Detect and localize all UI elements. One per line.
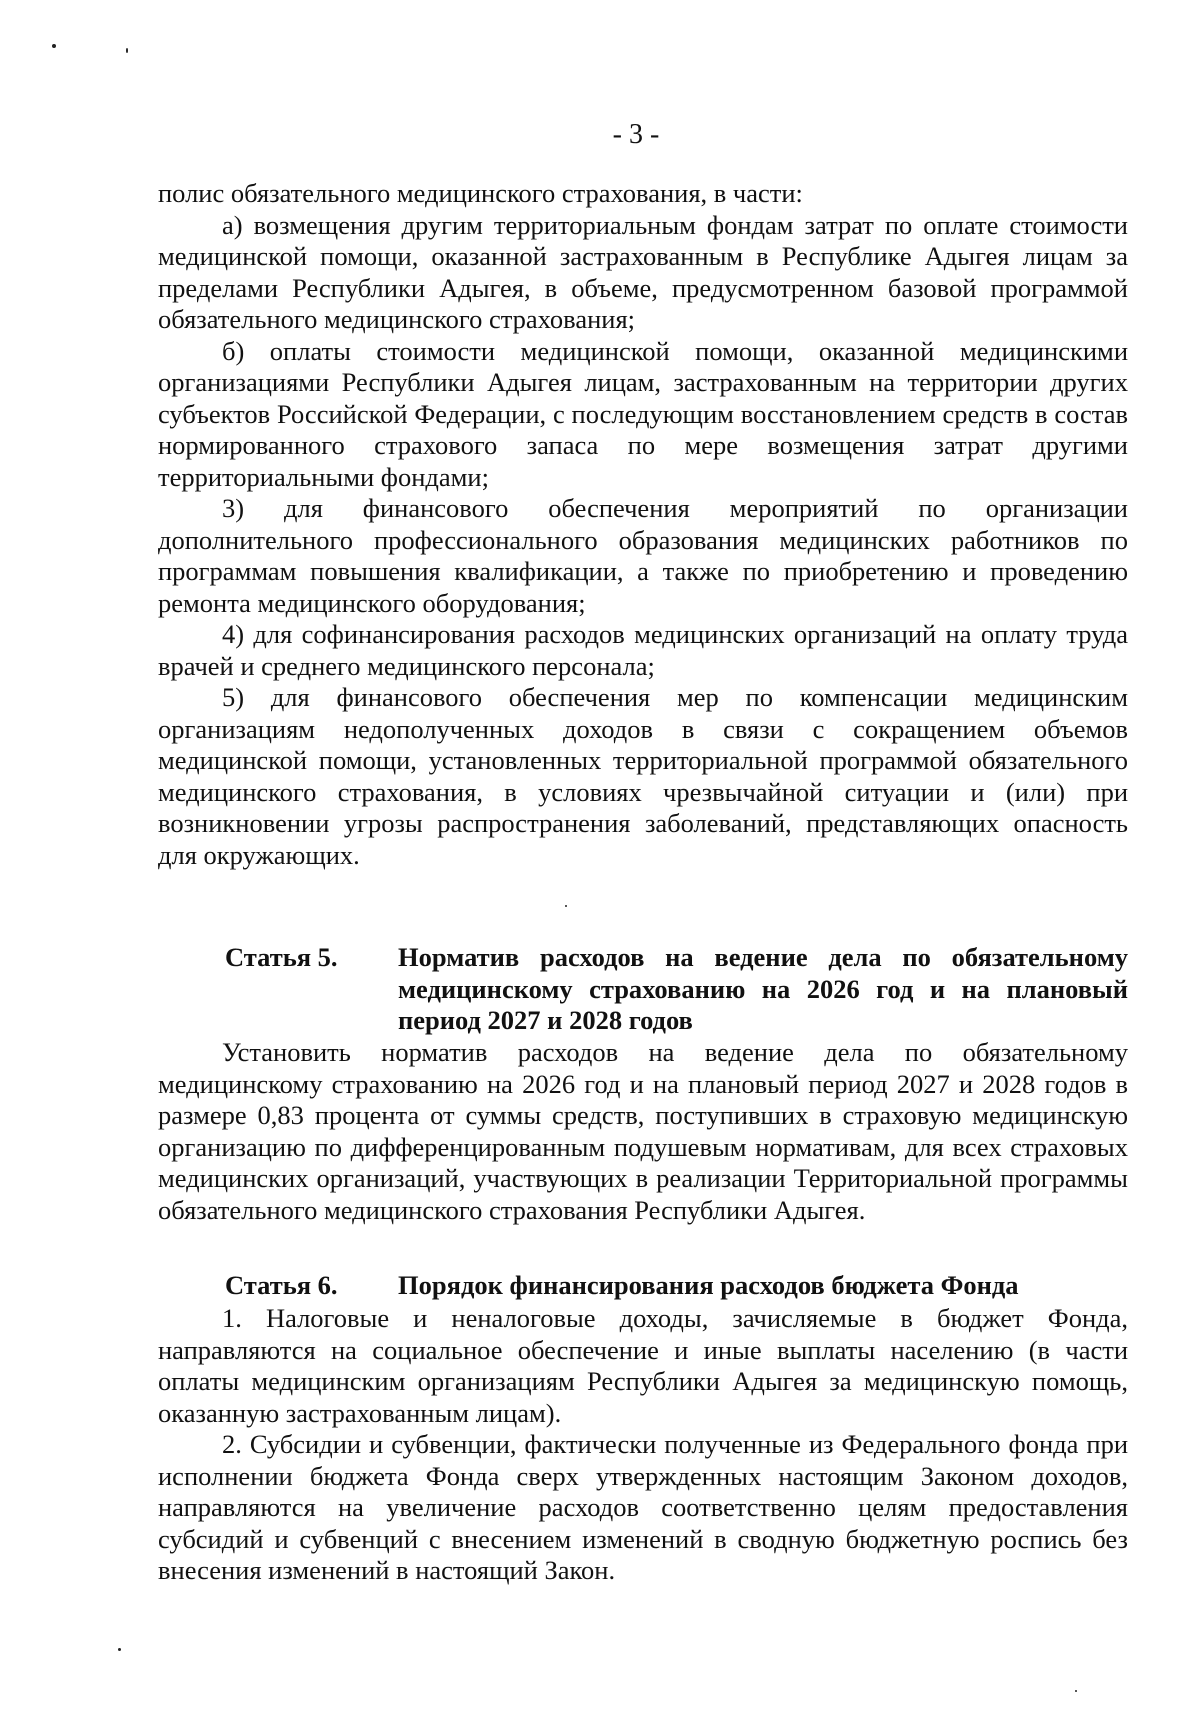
article-6-para-1: 1. Налоговые и неналоговые доходы, зачисляемые в бюджет Фонда, направляются на социальное обеспечение и иные выплаты населению (в части оплаты медицинским организациям Республики Адыгея за медицинскую помощь, оказанную застрахованным лицам). xyxy=(158,1303,1128,1428)
article-6-para-2: 2. Субсидии и субвенции, фактически полученные из Федерального фонда при исполнении бюджета Фонда сверх утвержденных настоящим Законом доходов, направляются на увеличение расходов соответственно целям предоставления субсидий и субвенций с внесением изменений в сводную бюджетную роспись без внесения изменений в настоящий Закон. xyxy=(158,1429,1128,1585)
article-6-number: Статья 6. xyxy=(225,1270,338,1300)
article-5-text: Установить норматив расходов на ведение дела по обязательному медицинскому страхованию на 2026 год и на плановый период 2027 и 2028 годов в размере 0,83 процента от суммы средств, поступивших в страховую медицинскую организацию по дифференцированным подушевым нормативам, для всех страховых медицинских организаций, участвующих в реализации Территориальной программы обязательного медицинского страхования Республики Адыгея. xyxy=(158,1037,1128,1225)
item-b: б) оплаты стоимости медицинской помощи, оказанной медицинскими организациями Республики Адыгея лицам, застрахованным на территории других субъектов Российской Федерации, с последующим восстановлением средств в состав нормированного страхового запаса по мере возмещения затрат другими территориальными фондами; xyxy=(158,335,1128,492)
article-6-text-block xyxy=(158,1303,1128,1587)
scan-speck xyxy=(565,905,567,907)
article-5-title: Норматив расходов на ведение дела по обязательному медицинскому страхованию на 2026 год и на плановый период 2027 и 2028 годов xyxy=(398,942,1128,1035)
body-text xyxy=(158,178,1128,871)
article-5-text-block xyxy=(158,1037,1128,1226)
item-3: 3) для финансового обеспечения мероприятий по организации дополнительного профессионального образования медицинских работников по программам повышения квалификации, а также по приобретению и проведению ремонта медицинского оборудования; xyxy=(158,493,1128,618)
intro-line: полис обязательного медицинского страхования, в части: xyxy=(158,178,803,208)
item-a: а) возмещения другим территориальным фондам затрат по оплате стоимости медицинской помощи, оказанной застрахованным в Республике Адыгея лицам за пределами Республики Адыгея, в объеме, предусмотренном базовой программой обязательного медицинского страхования; xyxy=(158,209,1128,334)
page-number: - 3 - xyxy=(612,119,660,150)
scan-speck xyxy=(52,44,56,48)
scan-speck xyxy=(126,48,128,53)
scan-speck xyxy=(118,1648,121,1651)
scan-speck xyxy=(1075,1690,1077,1692)
article-5-number: Статья 5. xyxy=(225,942,338,972)
article-6-heading xyxy=(158,1270,1128,1302)
article-6-title: Порядок финансирования расходов бюджета Фонда xyxy=(398,1270,1019,1300)
article-5-heading xyxy=(158,942,1128,1037)
item-5: 5) для финансового обеспечения мер по компенсации медицинским организациям недополученных доходов в связи с сокращением объемов медицинской помощи, установленных территориальной программой обязательного медицинского страхования, в условиях чрезвычайной ситуации и (или) при возникновении угрозы распространения заболеваний, представляющих опасность для окружающих. xyxy=(158,682,1128,870)
item-4: 4) для софинансирования расходов медицинских организаций на оплату труда врачей и среднего медицинского персонала; xyxy=(158,619,1128,681)
